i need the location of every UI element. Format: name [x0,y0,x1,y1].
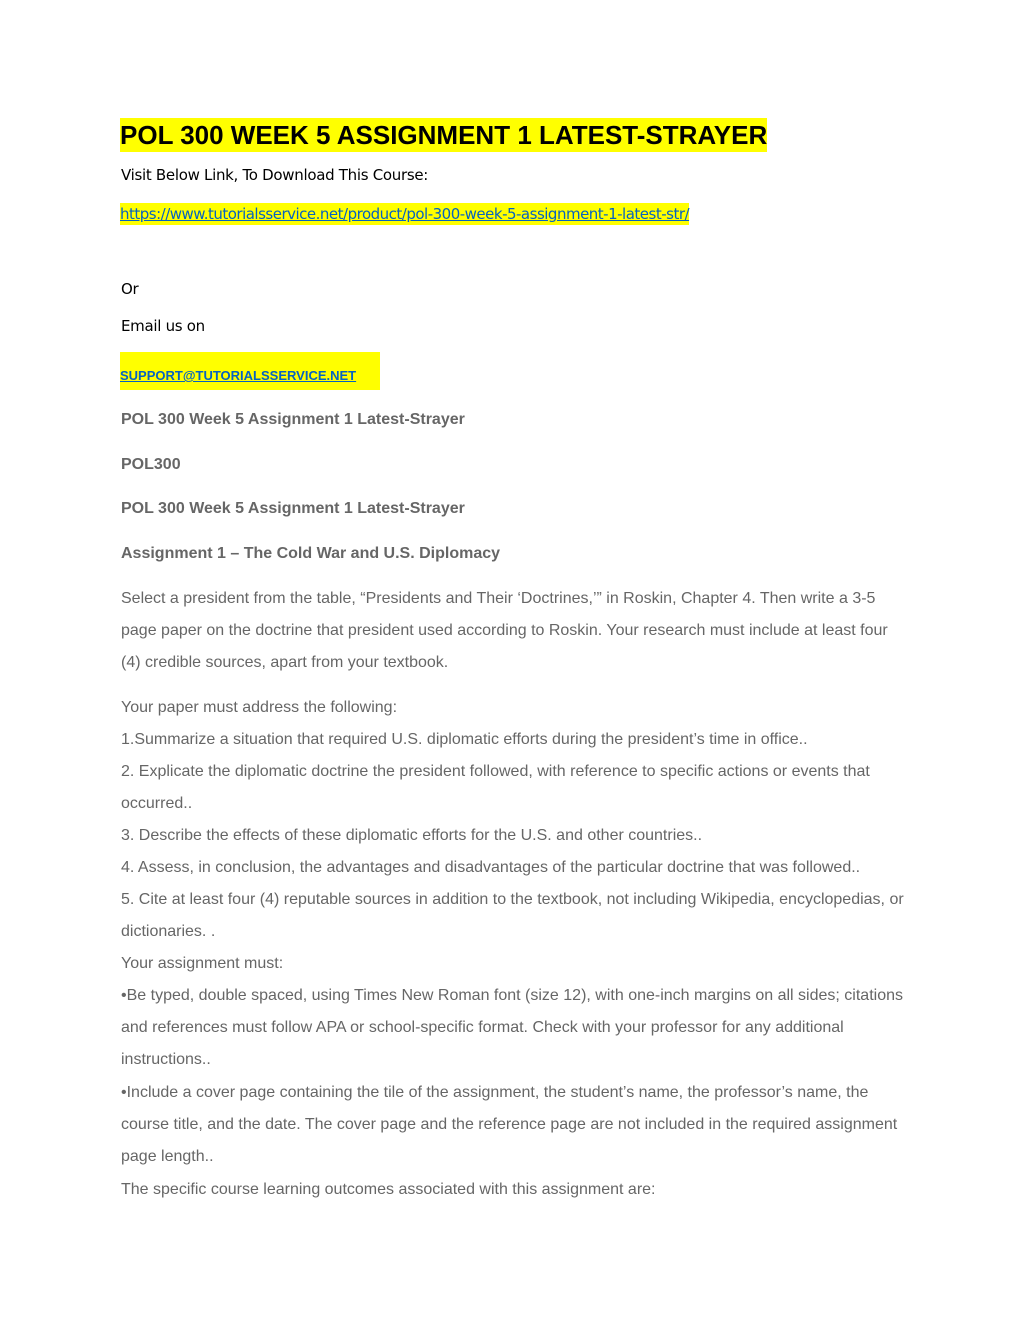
download-link-text[interactable]: https://www.tutorialsservice.net/product/pol-300-week-5-assignment-1-latest-str/ [120,205,690,223]
requirement-item: 5. Cite at least four (4) reputable sources in addition to the textbook, not including Wikipedia, encyclopedias, or dictionaries. . [121,891,904,940]
visit-text: Visit Below Link, To Download This Course: [121,166,429,184]
download-link[interactable] [120,202,689,226]
course-code: POL300 [121,456,181,473]
email-label: Email us on [121,317,205,335]
assignment-must-item: •Include a cover page containing the tile of the assignment, the student’s name, the professor’s name, the course title, and the date. The cover page and the reference page are not included in the required assignment page length.. [121,1084,898,1165]
requirements-intro: Your paper must address the following: [121,699,398,716]
intro-paragraph: Select a president from the table, “Presidents and Their ‘Doctrines,’” in Roskin, Chapter 4. Then write a 3-5 page paper on the doctrine that president used according to Roskin. Your research must include at least four (4) credible sources, apart from your textbook. [121,590,888,671]
heading-2: POL 300 Week 5 Assignment 1 Latest-Strayer [121,500,465,517]
requirement-item: 3. Describe the effects of these diplomatic efforts for the U.S. and other countries.. [121,827,703,844]
assignment-must-intro: Your assignment must: [121,955,284,972]
or-text: Or [121,280,139,298]
assignment-heading: Assignment 1 – The Cold War and U.S. Diplomacy [121,545,501,562]
requirement-item: 1.Summarize a situation that required U.S. diplomatic efforts during the president’s time in office.. [121,731,808,748]
document-title [120,116,767,154]
assignment-must-item: •Be typed, double spaced, using Times New Roman font (size 12), with one-inch margins on all sides; citations and references must follow APA or school-specific format. Check with your professor for any additional instructions.. [121,987,903,1068]
document-title-text: POL 300 WEEK 5 ASSIGNMENT 1 LATEST-STRAYER [120,120,768,150]
outcomes-intro: The specific course learning outcomes associated with this assignment are: [121,1181,656,1198]
heading-1: POL 300 Week 5 Assignment 1 Latest-Strayer [121,411,465,428]
requirement-item: 2. Explicate the diplomatic doctrine the president followed, with reference to specific actions or events that occurred.. [121,763,870,812]
email-link[interactable]: SUPPORT@TUTORIALSSERVICE.NET [120,368,357,383]
requirement-item: 4. Assess, in conclusion, the advantages and disadvantages of the particular doctrine that was followed.. [121,859,861,876]
